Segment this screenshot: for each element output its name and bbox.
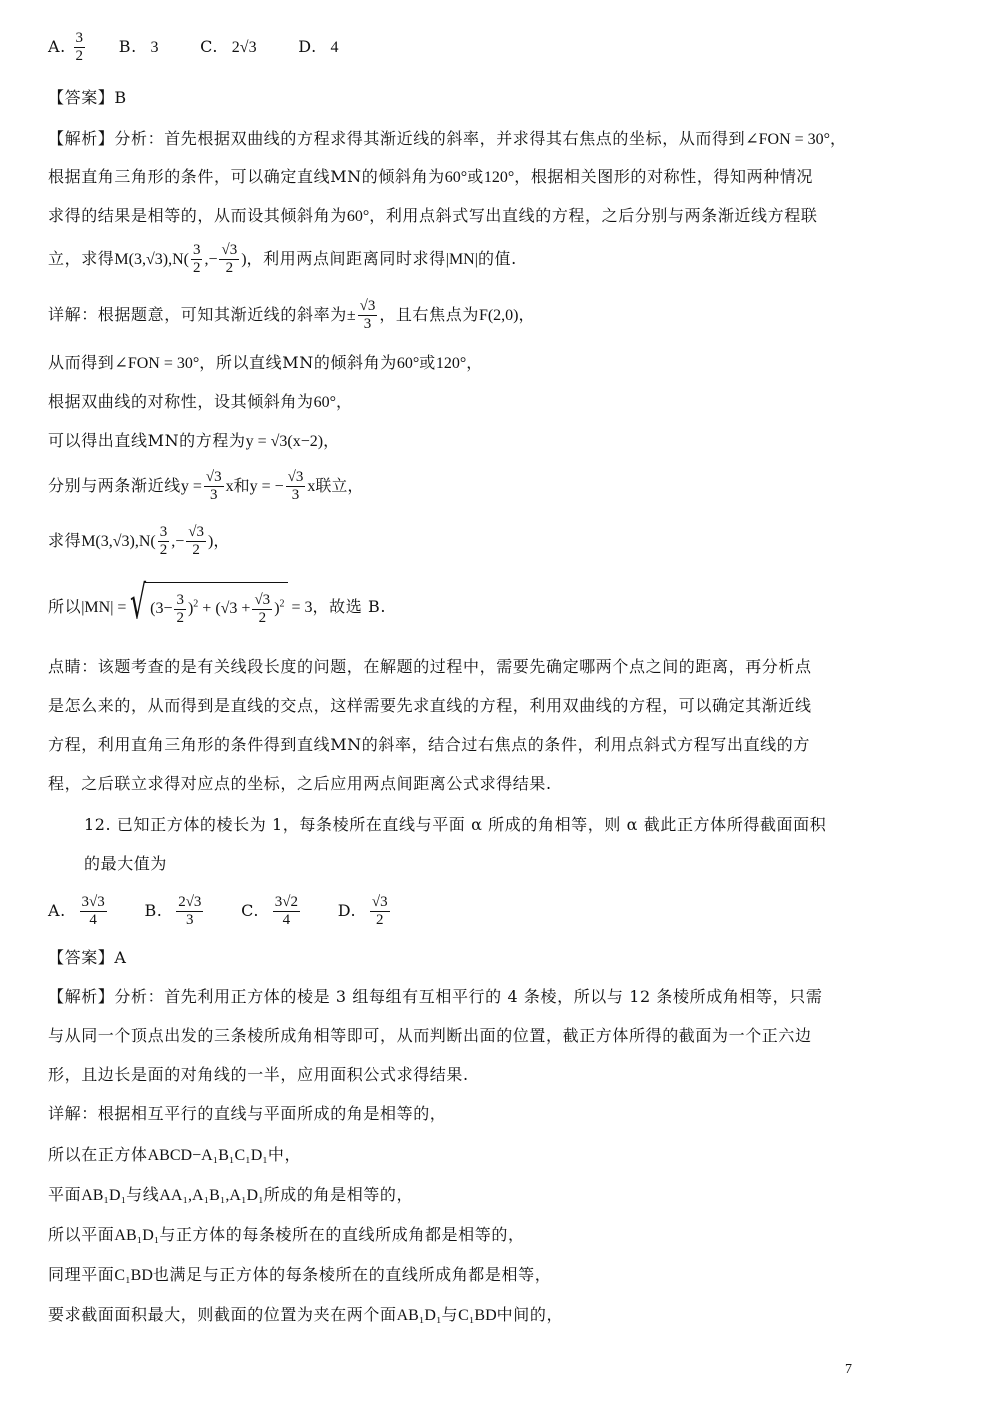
text: 与 [441, 1305, 459, 1324]
numerator: 3 [192, 242, 201, 258]
numerator: 3 [176, 591, 184, 608]
option-label: C. [241, 901, 260, 920]
denominator: 3 [291, 487, 300, 503]
math: y = − [249, 478, 284, 495]
math: 60° [396, 355, 420, 372]
math: x和 [225, 478, 250, 495]
fraction [273, 894, 300, 929]
text: ， [518, 305, 536, 324]
text: ，且右焦点为 [379, 305, 479, 324]
numerator: √3 [359, 298, 376, 314]
text: 详解：根据题意，可知其渐近线的斜率为 [48, 305, 347, 324]
text: ， [323, 431, 340, 450]
text: 平面 [48, 1185, 82, 1204]
text: 根据双曲线的对称性，设其倾斜角为 [48, 392, 314, 411]
text: 所成的角是相等的， [263, 1185, 414, 1204]
fraction [370, 894, 390, 929]
q11-answer: 【答案】B [48, 88, 127, 107]
q12-detail-line-4 [48, 1224, 525, 1247]
text: 从而得到 [48, 353, 115, 372]
q12-answer: 【答案】A [48, 948, 127, 967]
q11-comment-line-1: 点睛：该题考查的是有关线段长度的问题，在解题的过程中，需要先确定哪两个点之间的距离，再分析点 [48, 657, 812, 676]
fraction [252, 592, 272, 627]
math: AB₁D₁ [396, 1307, 442, 1324]
denominator: 2 [192, 260, 201, 276]
option-value: 4 [330, 39, 339, 56]
text: ，所以直线MN的倾斜角为 [199, 353, 397, 372]
text: ，利用点斜式写出直线的方程，之后分别与两条渐近线方程联 [369, 206, 818, 225]
math: ) [187, 600, 194, 617]
math: M(3,√3),N( [81, 533, 156, 550]
fraction [158, 524, 170, 559]
q12-analysis-line-2: 与从同一个顶点出发的三条棱所成角相等即可，从而判断出面的位置，截正方体所得的截面为一个正六边 [48, 1026, 812, 1045]
q11-option-d [298, 30, 338, 65]
math: ,− [204, 251, 218, 268]
math: 120° [483, 169, 515, 186]
numerator: 3 [159, 524, 168, 540]
math: ) [274, 600, 280, 617]
distance-sqrt [132, 582, 287, 633]
option-label: A. [48, 37, 66, 56]
math: ) [241, 251, 247, 268]
math: |MN| = [81, 599, 127, 616]
math: (3− [150, 600, 173, 617]
math: + (√3 + [198, 600, 251, 617]
fraction [286, 469, 306, 504]
text: ， [830, 129, 847, 148]
q11-comment-line-2: 是怎么来的，从而得到是直线的交点，这样需要先求直线的方程，利用双曲线的方程，可以确定其渐近线 [48, 696, 812, 715]
fraction [176, 894, 203, 929]
fraction [174, 592, 186, 627]
math: |MN| [445, 251, 478, 268]
denominator: 3 [209, 487, 218, 503]
numerator: 3√3 [81, 894, 105, 910]
math: 60° [346, 208, 370, 225]
text: 所以在正方体 [48, 1145, 148, 1164]
denominator: 2 [75, 48, 84, 64]
text: 求得的结果是相等的，从而设其倾斜角为 [48, 206, 347, 225]
q12-option-b [144, 888, 205, 934]
numerator: √3 [254, 591, 271, 608]
q11-detail-line-3 [48, 391, 353, 414]
text: ， [466, 353, 483, 372]
fraction [80, 894, 107, 929]
option-label: B. [118, 37, 137, 56]
numerator: 3 [75, 30, 84, 46]
q11-analysis-line-4 [48, 240, 517, 279]
math: 60° [313, 394, 337, 411]
option-value: 3 [150, 39, 159, 56]
q11-option-b [119, 30, 159, 65]
fraction [219, 242, 239, 277]
math: ,− [171, 533, 185, 550]
exponent: 2 [193, 598, 199, 610]
text: 中， [267, 1145, 302, 1164]
radicand [146, 582, 287, 633]
fraction [358, 298, 378, 333]
denominator: 2 [159, 542, 168, 558]
numerator: √3 [371, 894, 388, 910]
math: ABCD−A₁B₁C₁D₁ [147, 1147, 268, 1164]
numerator: 3√2 [274, 894, 298, 910]
text: 立，求得 [48, 249, 115, 268]
numerator: √3 [205, 469, 222, 485]
q12-option-d [338, 888, 392, 934]
text: 【解析】分析：首先根据双曲线的方程求得其渐近线的斜率，并求得其右焦点的坐标，从而得到 [48, 129, 746, 148]
q12-detail-line-6 [48, 1304, 563, 1327]
text: 可以得出直线MN的方程为 [48, 431, 246, 450]
text: ， [213, 531, 230, 550]
math: x联立， [307, 478, 364, 495]
text: 也满足与正方体的每条棱所在的直线所成角都是相等， [152, 1265, 552, 1284]
q11-detail-line-2 [48, 352, 483, 375]
text: 所以平面 [48, 1225, 115, 1244]
math: C₁BD [458, 1307, 497, 1324]
q11-comment-line-3: 方程，利用直角三角形的条件得到直线MN的斜率，结合过右焦点的条件，利用点斜式方程写出直线的方 [48, 735, 810, 754]
denominator: 2 [225, 260, 234, 276]
denominator: 2 [376, 912, 384, 928]
q11-detail-line-7 [48, 582, 386, 633]
q12-stem-line-2: 的最大值为 [84, 854, 168, 873]
text: 与正方体的每条棱所在的直线所成角都是相等的， [159, 1225, 525, 1244]
q12-options [48, 888, 392, 934]
math: = 3 [287, 599, 313, 616]
numerator: 2√3 [178, 894, 202, 910]
q11-option-a [48, 30, 87, 65]
numerator: √3 [188, 524, 205, 540]
math: ∠FON = 30° [745, 131, 831, 148]
q11-comment-line-4: 程，之后联立求得对应点的坐标，之后应用两点间距离公式求得结果. [48, 774, 552, 793]
math: AA₁,A₁B₁,A₁D₁ [159, 1187, 264, 1204]
numerator: √3 [221, 242, 238, 258]
q11-analysis-line-3 [48, 205, 817, 228]
math: AB₁D₁ [81, 1187, 127, 1204]
option-label: B. [144, 901, 163, 920]
q12-analysis-line-1: 【解析】分析：首先利用正方体的棱是 3 组每组有互相平行的 4 条棱，所以与 12 条棱所成角相等，只需 [48, 987, 823, 1006]
fraction [186, 524, 206, 559]
q12-detail-line-2 [48, 1144, 301, 1167]
text: 或 [419, 353, 436, 372]
text: 求得 [48, 531, 82, 550]
fraction [204, 469, 224, 504]
math: 120° [435, 355, 467, 372]
math: ± [346, 307, 356, 324]
option-label: D. [298, 37, 317, 56]
exponent: 2 [279, 598, 285, 610]
denominator: 4 [282, 912, 291, 928]
math: 60° [444, 169, 468, 186]
text: 或 [467, 167, 484, 186]
text: 同理平面 [48, 1265, 115, 1284]
option-label: C. [200, 37, 219, 56]
q12-analysis-line-3: 形，且边长是面的对角线的一半，应用面积公式求得结果. [48, 1065, 469, 1084]
option-label: A. [48, 901, 66, 920]
math: AB₁D₁ [114, 1227, 160, 1244]
q12-stem-line-1: 12. 已知正方体的棱长为 1，每条棱所在直线与平面 α 所成的角相等，则 α 截此正方体所得截面面积 [84, 815, 827, 834]
text: 根据直角三角形的条件，可以确定直线MN的倾斜角为 [48, 167, 445, 186]
math: ) [208, 533, 214, 550]
text: 的值. [477, 249, 517, 268]
text: 要求截面面积最大，则截面的位置为夹在两个面 [48, 1305, 397, 1324]
text: 与线 [126, 1185, 160, 1204]
fraction [191, 242, 203, 277]
page-number: 7 [845, 1362, 852, 1377]
math: M(3,√3),N( [114, 251, 189, 268]
math: y = √3(x−2) [245, 433, 324, 450]
q11-options [48, 30, 339, 65]
numerator: √3 [287, 469, 304, 485]
q11-analysis-line-1 [48, 128, 847, 151]
denominator: 4 [89, 912, 97, 928]
denominator: 2 [258, 609, 267, 626]
text: ，根据相关图形的对称性，得知两种情况 [514, 167, 814, 186]
text: ，故选 B. [312, 597, 387, 616]
denominator: 2 [192, 542, 200, 558]
q11-detail-line-1 [48, 295, 535, 336]
text: ，利用两点间距离同时求得 [246, 249, 446, 268]
q12-detail-line-5 [48, 1264, 551, 1287]
denominator: 2 [176, 609, 184, 626]
text: 所以 [48, 597, 82, 616]
q11-detail-line-4 [48, 430, 340, 453]
math: ∠FON = 30° [114, 355, 200, 372]
q12-detail-line-3 [48, 1184, 413, 1207]
option-value: 2√3 [231, 39, 257, 56]
q11-analysis-line-2 [48, 166, 813, 189]
option-label: D. [337, 901, 357, 920]
q11-option-c [200, 30, 256, 65]
q12-option-a [48, 888, 109, 934]
text: 分别与两条渐近线 [48, 476, 181, 495]
q12-detail-line-1: 详解：根据相互平行的直线与平面所成的角是相等的， [48, 1104, 447, 1123]
fraction [74, 30, 86, 65]
math: F(2,0) [478, 307, 519, 324]
q12-option-c [241, 888, 302, 934]
denominator: 3 [363, 316, 372, 332]
math: C₁BD [114, 1267, 153, 1284]
q11-detail-line-6 [48, 521, 230, 562]
denominator: 3 [186, 912, 194, 928]
text: ， [336, 392, 353, 411]
math: y = [180, 478, 202, 495]
text: 中间的， [496, 1305, 564, 1324]
q11-detail-line-5 [48, 466, 363, 507]
